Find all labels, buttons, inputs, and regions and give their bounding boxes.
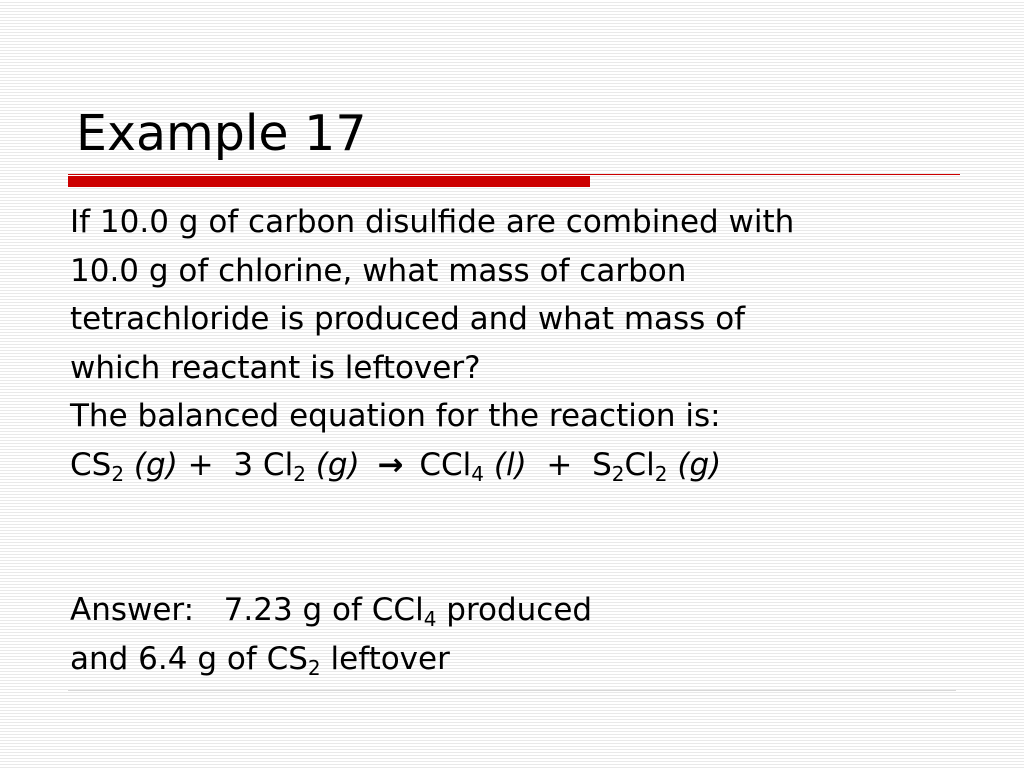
footer-divider (68, 690, 956, 691)
question-line-3: tetrachloride is produced and what mass of (70, 301, 746, 337)
answer-line-1: Answer: 7.23 g of CCl$_4$ produced (70, 592, 593, 631)
reactant-cl2: 3 $Cl_2$ (233, 446, 306, 486)
question-line-1: If 10.0 g of carbon disulfide are combined with (70, 204, 795, 240)
product-s2cl2-state: (g) (677, 446, 722, 483)
reactant-cs2: $CS_2$ (70, 446, 125, 486)
equation-intro: The balanced equation for the reaction is: (70, 398, 721, 434)
product-s2cl2: $S_2Cl_2$ (592, 446, 668, 486)
title-divider-line (68, 174, 960, 175)
product-ccl4: CCl$_4$ (419, 446, 485, 486)
reactant-cl2-state: (g) (315, 446, 360, 483)
answer-line-2: and 6.4 g of $CS_2$ leftover (70, 640, 450, 680)
reactant-cs2-state: (g) (133, 446, 178, 483)
slide-title: Example 17 (76, 105, 367, 162)
answer-label: Answer: (70, 592, 195, 628)
balanced-equation (70, 441, 970, 490)
spacer (70, 538, 970, 587)
title-divider-bar (68, 176, 590, 187)
question-line-4: which reactant is leftover? (70, 349, 481, 386)
slide-body (70, 198, 970, 683)
title-divider (68, 174, 960, 188)
question-line-2: 10.0 g of chlorine, what mass of carbon (70, 252, 687, 289)
reaction-arrow-icon: → (377, 446, 404, 483)
plus-sign: + (546, 446, 573, 483)
plus-sign: + (187, 446, 214, 483)
spacer (70, 489, 970, 538)
product-ccl4-state: (l) (493, 446, 527, 483)
